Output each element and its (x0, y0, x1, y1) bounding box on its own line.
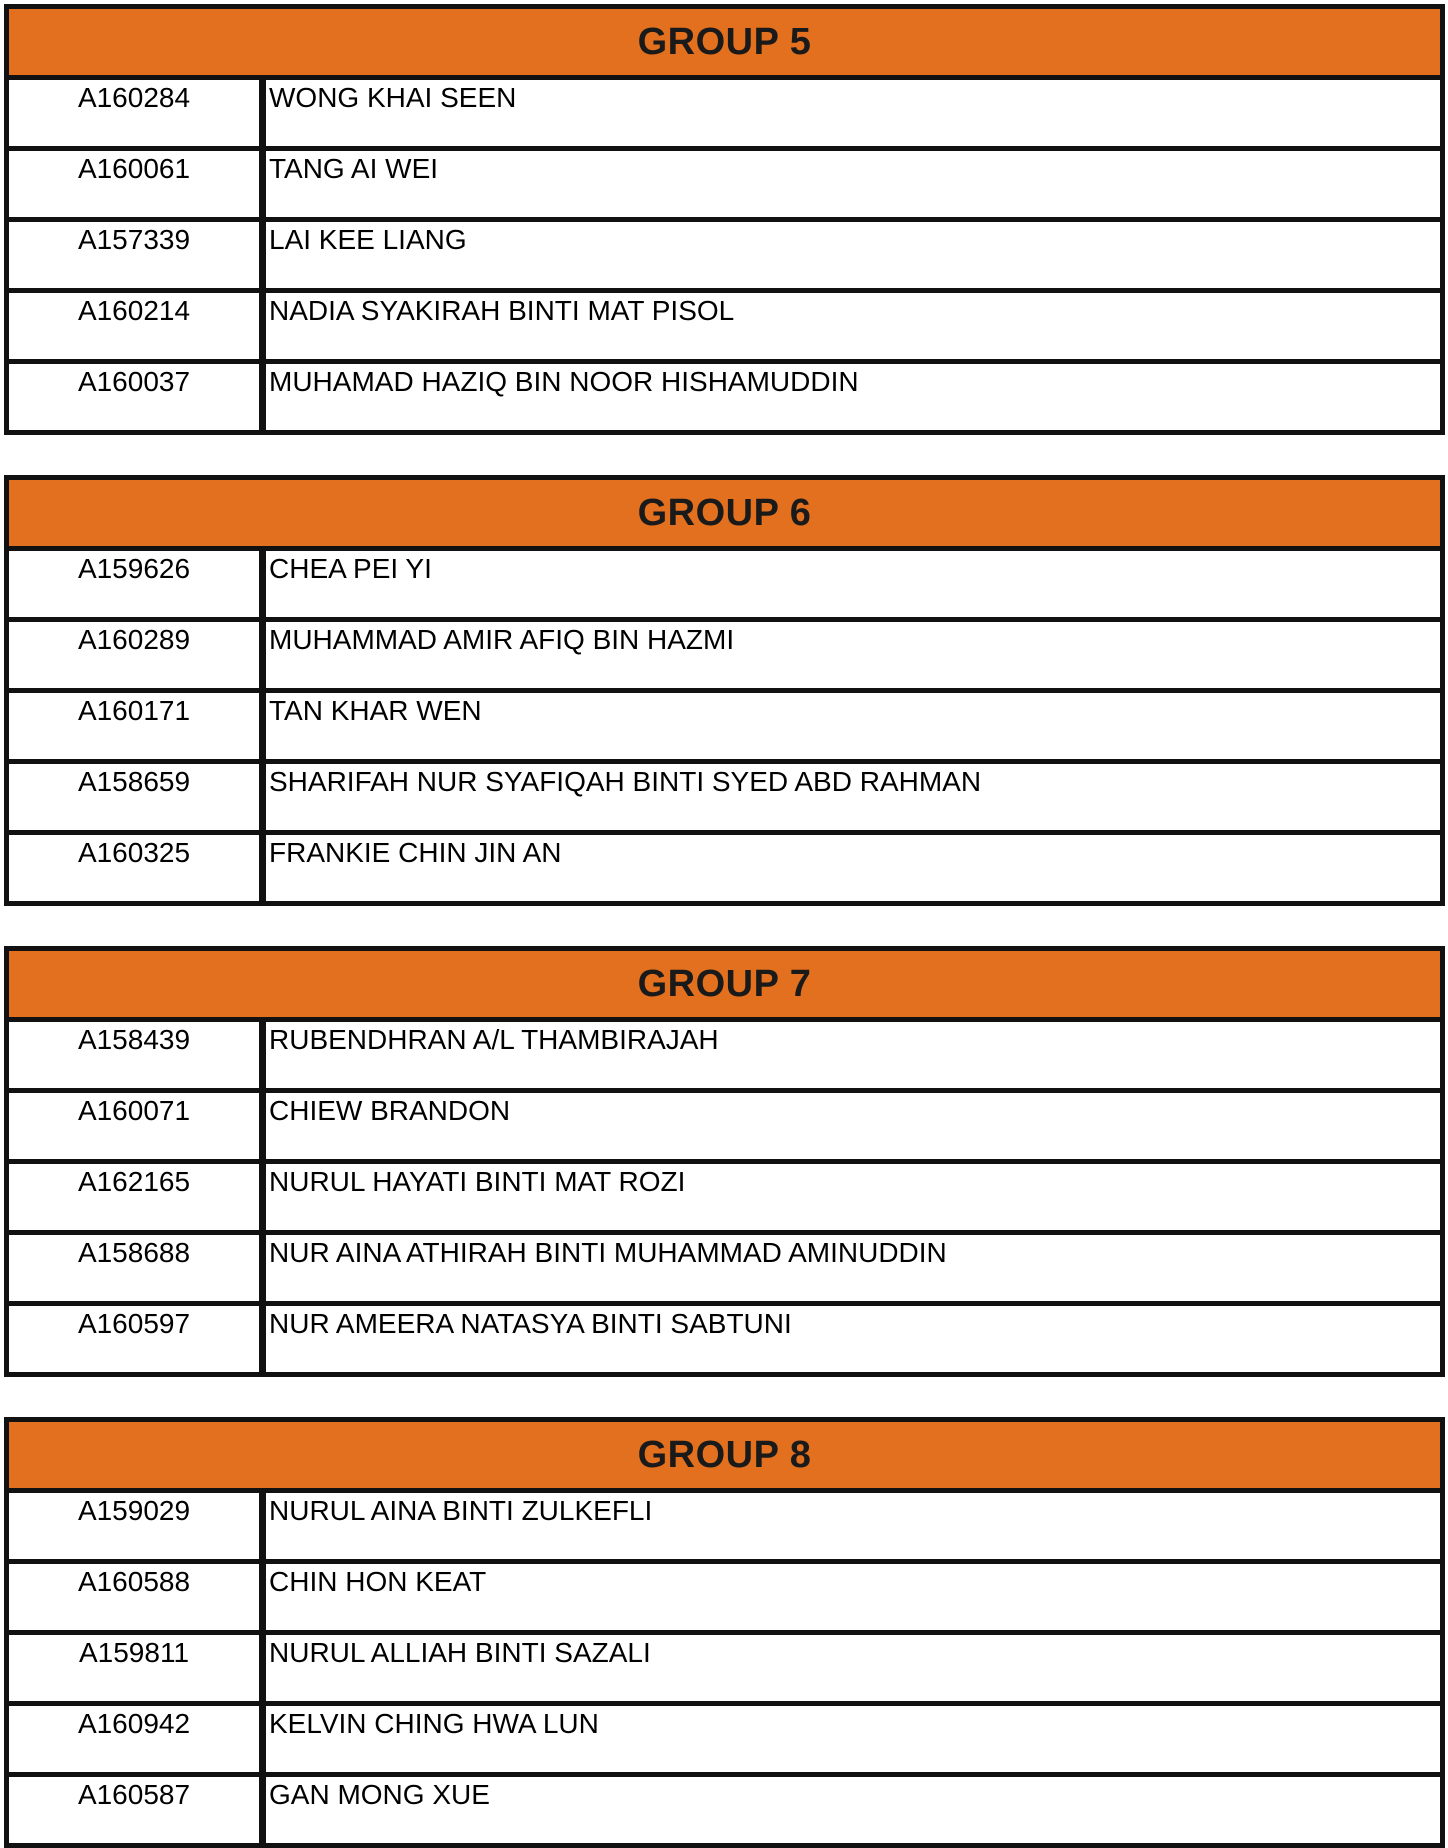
student-id: A159626 (7, 549, 263, 620)
table-row (7, 691, 1443, 762)
group-header-row (7, 1420, 1443, 1491)
student-name: NURUL AINA BINTI ZULKEFLI (263, 1491, 1443, 1562)
student-name: WONG KHAI SEEN (263, 78, 1443, 149)
group-8-table (4, 1417, 1445, 1848)
table-row (7, 1020, 1443, 1091)
table-row (7, 549, 1443, 620)
student-name: NUR AMEERA NATASYA BINTI SABTUNI (263, 1304, 1443, 1375)
table-row (7, 1304, 1443, 1375)
table-row (7, 362, 1443, 433)
group-5-table (4, 4, 1445, 435)
student-id: A162165 (7, 1162, 263, 1233)
student-name: NURUL HAYATI BINTI MAT ROZI (263, 1162, 1443, 1233)
table-row (7, 1091, 1443, 1162)
student-id: A159811 (7, 1633, 263, 1704)
table-row (7, 620, 1443, 691)
group-title: GROUP 5 (7, 7, 1443, 78)
student-id: A157339 (7, 220, 263, 291)
table-row (7, 1562, 1443, 1633)
table-row (7, 220, 1443, 291)
group-title: GROUP 8 (7, 1420, 1443, 1491)
student-name: MUHAMMAD AMIR AFIQ BIN HAZMI (263, 620, 1443, 691)
table-row (7, 1233, 1443, 1304)
student-id: A160588 (7, 1562, 263, 1633)
table-row (7, 1704, 1443, 1775)
student-name: MUHAMAD HAZIQ BIN NOOR HISHAMUDDIN (263, 362, 1443, 433)
table-row (7, 291, 1443, 362)
student-name: RUBENDHRAN A/L THAMBIRAJAH (263, 1020, 1443, 1091)
student-name: GAN MONG XUE (263, 1775, 1443, 1846)
student-name: SHARIFAH NUR SYAFIQAH BINTI SYED ABD RAHMAN (263, 762, 1443, 833)
student-id: A160325 (7, 833, 263, 904)
student-id: A160942 (7, 1704, 263, 1775)
table-row (7, 833, 1443, 904)
group-6-table (4, 475, 1445, 906)
student-name: TAN KHAR WEN (263, 691, 1443, 762)
student-name: CHIN HON KEAT (263, 1562, 1443, 1633)
student-id: A160289 (7, 620, 263, 691)
student-id: A160587 (7, 1775, 263, 1846)
group-header-row (7, 7, 1443, 78)
student-name: NURUL ALLIAH BINTI SAZALI (263, 1633, 1443, 1704)
table-row (7, 1633, 1443, 1704)
student-name: FRANKIE CHIN JIN AN (263, 833, 1443, 904)
table-row (7, 1775, 1443, 1846)
student-id: A158659 (7, 762, 263, 833)
table-row (7, 1162, 1443, 1233)
student-name: NADIA SYAKIRAH BINTI MAT PISOL (263, 291, 1443, 362)
student-id: A158688 (7, 1233, 263, 1304)
group-title: GROUP 7 (7, 949, 1443, 1020)
student-name: TANG AI WEI (263, 149, 1443, 220)
student-id: A158439 (7, 1020, 263, 1091)
group-title: GROUP 6 (7, 478, 1443, 549)
student-id: A160171 (7, 691, 263, 762)
student-name: LAI KEE LIANG (263, 220, 1443, 291)
group-header-row (7, 949, 1443, 1020)
student-id: A160061 (7, 149, 263, 220)
student-id: A160597 (7, 1304, 263, 1375)
group-7-table (4, 946, 1445, 1377)
table-row (7, 762, 1443, 833)
group-header-row (7, 478, 1443, 549)
student-name: NUR AINA ATHIRAH BINTI MUHAMMAD AMINUDDIN (263, 1233, 1443, 1304)
student-id: A159029 (7, 1491, 263, 1562)
student-id: A160071 (7, 1091, 263, 1162)
student-id: A160214 (7, 291, 263, 362)
student-id: A160037 (7, 362, 263, 433)
student-name: CHEA PEI YI (263, 549, 1443, 620)
student-name: KELVIN CHING HWA LUN (263, 1704, 1443, 1775)
table-row (7, 78, 1443, 149)
table-row (7, 1491, 1443, 1562)
student-id: A160284 (7, 78, 263, 149)
table-row (7, 149, 1443, 220)
student-name: CHIEW BRANDON (263, 1091, 1443, 1162)
